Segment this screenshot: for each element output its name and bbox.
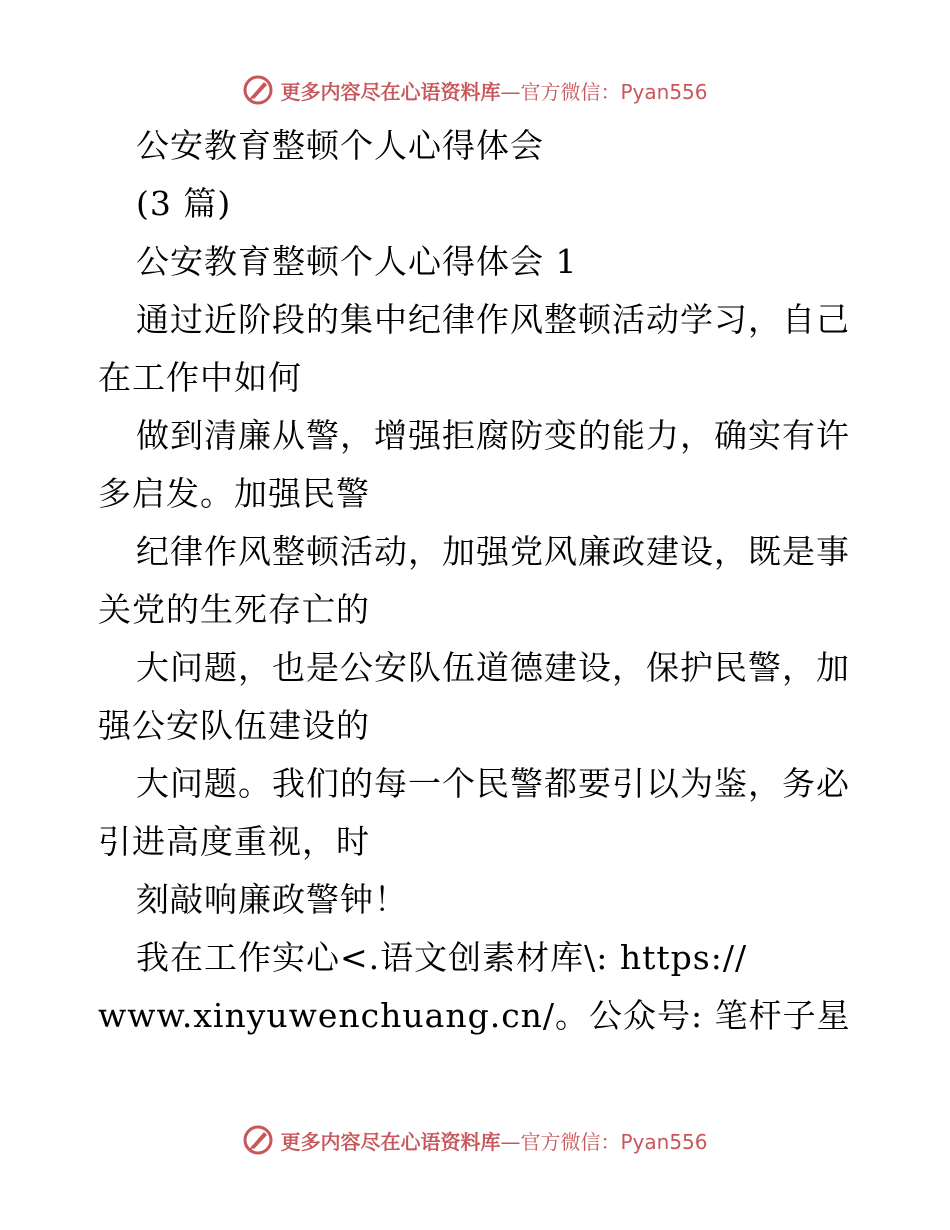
paragraph-line: 在工作中如何 (98, 358, 302, 397)
banner-separator: — (500, 79, 521, 104)
document-subtitle: (3 篇) (136, 184, 232, 223)
document-body (98, 117, 858, 1045)
banner-main-text: 更多内容尽在心语资料库 (280, 1129, 501, 1154)
paragraph-line: 关党的生死存亡的 (98, 590, 370, 629)
banner-separator: — (500, 1129, 521, 1154)
banner-wechat-id: Pyan556 (620, 1129, 708, 1154)
header-watermark-banner (0, 70, 950, 110)
footer-watermark-banner (0, 1120, 950, 1160)
banner-wechat-id: Pyan556 (620, 79, 708, 104)
paragraph-line: 纪律作风整顿活动，加强党风廉政建设，既是事 (136, 532, 850, 571)
paragraph-line: 大问题。我们的每一个民警都要引以为鉴，务必 (136, 764, 850, 803)
paragraph-line: 做到清廉从警，增强拒腐防变的能力，确实有许 (136, 416, 850, 455)
paragraph-line: www.xinyuwenchuang.cn/。公众号: 笔杆子星 (98, 996, 851, 1035)
banner-text (280, 76, 707, 105)
paragraph-line: 我在工作实心<.语文创素材库\: https:// (136, 938, 748, 977)
banner-wechat-label: 官方微信： (520, 79, 621, 104)
paragraph-line: 引进高度重视，时 (98, 822, 370, 861)
banner-wechat-label: 官方微信： (520, 1129, 621, 1154)
section-heading: 公安教育整顿个人心得体会 1 (136, 242, 578, 281)
paragraph-line: 刻敲响廉政警钟！ (136, 880, 408, 919)
paragraph-line: 多启发。加强民警 (98, 474, 370, 513)
paragraph-line: 强公安队伍建设的 (98, 706, 370, 745)
paragraph-line: 通过近阶段的集中纪律作风整顿活动学习，自己 (136, 300, 850, 339)
document-title: 公安教育整顿个人心得体会 (136, 126, 544, 165)
paragraph-line: 大问题，也是公安队伍道德建设，保护民警，加 (136, 648, 850, 687)
quill-logo-icon (242, 1124, 274, 1156)
banner-text (280, 1126, 707, 1155)
banner-main-text: 更多内容尽在心语资料库 (280, 79, 501, 104)
quill-logo-icon (242, 74, 274, 106)
